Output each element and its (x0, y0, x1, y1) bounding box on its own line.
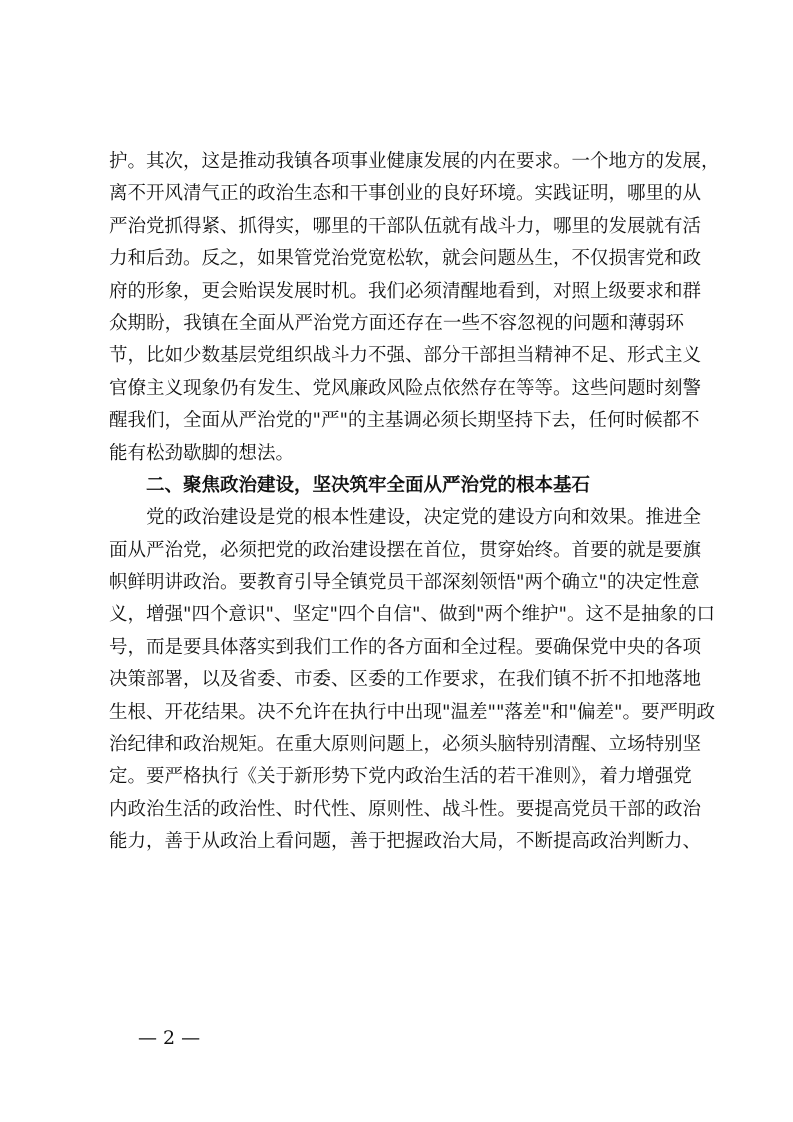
paragraph-2 (109, 502, 716, 858)
document-body (109, 146, 720, 859)
paragraph-line: 府的形象，更会贻误发展时机。我们必须清醒地看到，对照上级要求和群 (109, 280, 702, 302)
paragraph-line: 定。要严格执行《关于新形势下党内政治生活的若干准则》，着力增强党 (109, 766, 692, 788)
paragraph-line: 力和后劲。反之，如果管党治党宽松软，就会问题丛生，不仅损害党和政 (109, 248, 702, 270)
paragraph-line: 众期盼，我镇在全面从严治党方面还存在一些不容忽视的问题和薄弱环 (109, 312, 684, 334)
paragraph-line: 治纪律和政治规矩。在重大原则问题上，必须头脑特别清醒、立场特别坚 (109, 734, 702, 756)
paragraph-line: 党的政治建设是党的根本性建设，决定党的建设方向和效果。推进全 (146, 507, 702, 529)
paragraph-line: 帜鲜明讲政治。要教育引导全镇党员干部深刻领悟"两个确立"的决定性意 (109, 572, 700, 594)
paragraph-line: 内政治生活的政治性、时代性、原则性、战斗性。要提高党员干部的政治 (109, 798, 702, 820)
paragraph-line: 严治党抓得紧、抓得实，哪里的干部队伍就有战斗力，哪里的发展就有活 (109, 215, 702, 237)
paragraph-line: 面从严治党，必须把党的政治建设摆在首位，贯穿始终。首要的就是要旗 (109, 539, 702, 561)
paragraph-line: 义，增强"四个意识"、坚定"四个自信"、做到"两个维护"。这不是抽象的口 (109, 604, 716, 626)
section-heading: 二、聚焦政治建设，坚决筑牢全面从严治党的根本基石 (146, 474, 591, 496)
paragraph-1 (109, 146, 720, 470)
paragraph-line: 护。其次，这是推动我镇各项事业健康发展的内在要求。一个地方的发展， (109, 151, 720, 172)
paragraph-line: 能有松劲歇脚的想法。 (109, 442, 295, 464)
page-number: — 2 — (138, 1027, 201, 1049)
paragraph-line: 生根、开花结果。决不允许在执行中出现"温差""落差"和"偏差"。要严明政 (109, 701, 716, 723)
paragraph-line: 节，比如少数基层党组织战斗力不强、部分干部担当精神不足、形式主义 (109, 345, 702, 367)
paragraph-line: 离不开风清气正的政治生态和干事创业的良好环境。实践证明，哪里的从 (109, 183, 702, 205)
paragraph-line: 决策部署，以及省委、市委、区委的工作要求，在我们镇不折不扣地落地 (109, 669, 702, 691)
paragraph-line: 号，而是要具体落实到我们工作的各方面和全过程。要确保党中央的各项 (109, 636, 702, 658)
paragraph-line: 官僚主义现象仍有发生、党风廉政风险点依然存在等等。这些问题时刻警 (109, 377, 702, 399)
paragraph-line: 醒我们，全面从严治党的"严"的主基调必须长期坚持下去，任何时候都不 (109, 410, 700, 432)
paragraph-line: 能力，善于从政治上看问题，善于把握政治大局，不断提高政治判断力、 (109, 831, 702, 853)
